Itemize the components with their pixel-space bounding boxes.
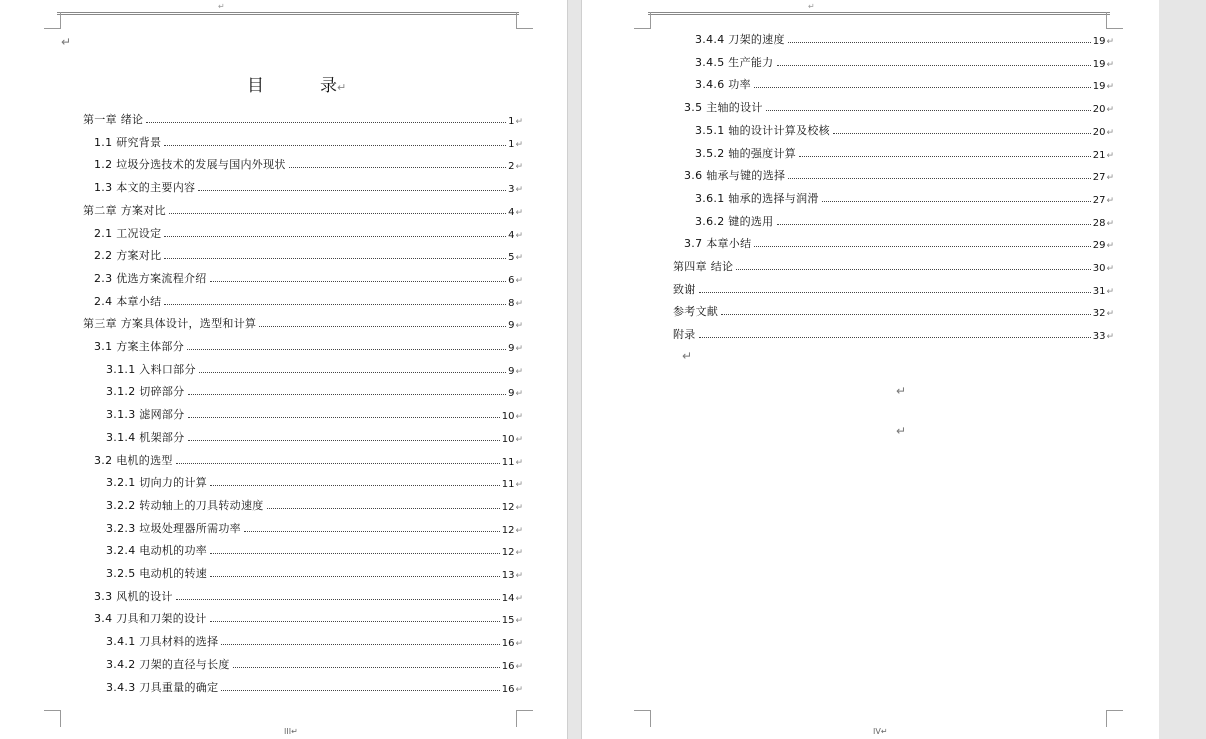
paragraph-mark: ↵ [515, 366, 523, 377]
toc-entry-page: 20 [1092, 104, 1106, 116]
toc-dot-leader [244, 531, 500, 532]
toc-entry-text: 1.2 垃圾分选技术的发展与国内外现状 [94, 158, 286, 172]
paragraph-mark: ↵ [1106, 332, 1114, 343]
crop-mark-top-left [44, 12, 61, 29]
toc-entry-text: 3.2.2 转动轴上的刀具转动速度 [106, 498, 264, 512]
toc-entry[interactable] [106, 472, 523, 490]
toc-entry[interactable] [684, 165, 1114, 183]
paragraph-mark: ↵ [515, 661, 523, 672]
toc-entry-text: 3.4.6 功率 [695, 78, 751, 92]
toc-entry-text: 附录 [673, 328, 696, 342]
toc-title-char-1: 目 [247, 76, 264, 96]
toc-entry[interactable] [83, 109, 523, 127]
paragraph-mark: ↵ [515, 525, 523, 536]
toc-dot-leader [210, 553, 500, 554]
toc-entry-page: 21 [1092, 149, 1106, 161]
toc-entry-page: 15 [501, 615, 515, 627]
crop-mark-bottom-left [634, 710, 651, 727]
toc-entry-page: 16 [501, 638, 515, 650]
toc-entry[interactable] [695, 143, 1114, 161]
toc-entry-text: 3.5.1 轴的设计计算及校核 [695, 123, 830, 137]
paragraph-mark: ↵ [515, 412, 523, 423]
paragraph-mark: ↵ [896, 424, 907, 438]
paragraph-mark: ↵ [515, 684, 523, 695]
toc-entry-text: 3.1.4 机架部分 [106, 430, 185, 444]
toc-entry-text: 致谢 [673, 282, 696, 296]
paragraph-mark: ↵ [1106, 105, 1114, 116]
document-page-left [0, 0, 567, 739]
toc-entry-text: 第四章 结论 [673, 260, 734, 273]
page-footer-number: IV↵ [873, 727, 888, 736]
toc-entry-text: 3.4.2 刀架的直径与长度 [106, 657, 230, 671]
paragraph-mark: ↵ [515, 162, 523, 173]
toc-dot-leader [289, 167, 506, 168]
paragraph-mark: ↵ [515, 639, 523, 650]
toc-dot-leader [233, 667, 500, 668]
paragraph-mark: ↵ [515, 502, 523, 513]
toc-dot-leader [176, 599, 500, 600]
toc-entry-text: 3.2.3 垃圾处理器所需功率 [106, 521, 241, 535]
toc-entry[interactable] [83, 313, 523, 331]
toc-entry-text: 3.7 本章小结 [684, 237, 752, 251]
toc-entry-page: 19 [1092, 36, 1106, 47]
toc-entry[interactable] [684, 233, 1114, 251]
toc-dot-leader [164, 304, 506, 305]
toc-dot-leader [164, 236, 506, 237]
toc-entry-page: 10 [501, 411, 515, 423]
paragraph-mark: ↵ [1106, 218, 1114, 229]
toc-dot-leader [210, 281, 506, 282]
toc-entry-page: 19 [1092, 58, 1106, 70]
toc-entry-text: 3.4 刀具和刀架的设计 [94, 612, 207, 626]
toc-entry[interactable] [94, 291, 523, 309]
header-rule [57, 12, 519, 15]
toc-entry[interactable] [673, 256, 1114, 274]
toc-entry[interactable] [106, 654, 523, 672]
toc-entry-text: 3.2.1 切向力的计算 [106, 476, 208, 490]
toc-entry-text: 3.4.5 生产能力 [695, 55, 774, 69]
toc-dot-leader [766, 110, 1091, 111]
toc-entry[interactable] [684, 97, 1114, 115]
paragraph-mark: ↵ [1106, 195, 1114, 206]
toc-entry-page: 32 [1092, 308, 1106, 320]
toc-entry-page: 29 [1092, 240, 1106, 252]
paragraph-mark: ↵ [682, 349, 693, 363]
toc-entry[interactable] [94, 245, 523, 263]
toc-entry-page: 19 [1092, 81, 1106, 93]
paragraph-mark: ↵ [515, 321, 523, 332]
paragraph-mark: ↵ [515, 480, 523, 491]
toc-title-char-2: 录 [320, 76, 337, 96]
paragraph-mark: ↵ [515, 457, 523, 468]
toc-dot-leader [267, 508, 500, 509]
toc-entry-page: 9 [508, 365, 515, 377]
toc-entry-text: 3.4.3 刀具重量的确定 [106, 680, 219, 694]
toc-dot-leader [164, 145, 506, 146]
toc-entry-page: 11 [501, 479, 515, 491]
toc-entry[interactable] [695, 52, 1114, 70]
toc-entry-text: 3.4.1 刀具材料的选择 [106, 635, 219, 649]
toc-entry-page: 1 [508, 116, 515, 127]
toc-entry-text: 1.1 研究背景 [94, 135, 162, 149]
toc-entry-text: 第三章 方案具体设计，选型和计算 [83, 317, 257, 331]
toc-dot-leader [788, 178, 1090, 179]
paragraph-mark: ↵ [515, 593, 523, 604]
toc-dot-leader [188, 394, 507, 395]
toc-entry-text: 参考文献 [673, 305, 719, 319]
toc-entry[interactable] [673, 324, 1114, 342]
page-footer-number: III↵ [284, 727, 298, 736]
toc-entry[interactable] [695, 120, 1114, 138]
toc-entry[interactable] [106, 427, 523, 445]
toc-dot-leader [187, 349, 506, 350]
paragraph-mark: ↵ [1106, 127, 1114, 138]
toc-entry-page: 9 [508, 343, 515, 354]
paragraph-mark: ↵ [515, 207, 523, 218]
paragraph-mark: ↵ [1106, 150, 1114, 161]
toc-entry[interactable] [106, 495, 523, 513]
toc-entry[interactable] [106, 631, 523, 649]
toc-entry[interactable] [94, 132, 523, 150]
toc-dot-leader [788, 42, 1091, 43]
toc-entry-text: 3.5 主轴的设计 [684, 101, 763, 115]
paragraph-mark: ↵ [515, 117, 523, 127]
toc-entry-text: 3.1.1 入料口部分 [106, 362, 196, 376]
toc-entry[interactable] [106, 540, 523, 558]
paragraph-mark: ↵ [1106, 59, 1114, 70]
toc-dot-leader [754, 87, 1091, 88]
toc-entry-page: 28 [1092, 217, 1106, 229]
paragraph-mark: ↵ [1106, 37, 1114, 47]
crop-mark-top-right [1106, 12, 1123, 29]
paragraph-mark: ↵ [515, 139, 523, 150]
toc-entry-text: 2.2 方案对比 [94, 249, 162, 263]
page-gap-divider [567, 0, 568, 739]
toc-entry-text: 3.1.2 切碎部分 [106, 385, 185, 399]
toc-entry[interactable] [106, 404, 523, 422]
toc-entry[interactable] [94, 336, 523, 354]
crop-mark-top-left [634, 12, 651, 29]
toc-entry-page: 2 [508, 161, 515, 173]
paragraph-mark: ↵ [515, 389, 523, 400]
toc-dot-leader [822, 201, 1091, 202]
toc-entry-page: 4 [508, 206, 515, 218]
toc-entry-text: 3.6 轴承与键的选择 [684, 169, 786, 183]
toc-entry-page: 16 [501, 683, 515, 695]
toc-dot-leader [777, 224, 1091, 225]
paragraph-mark: ↵ [1106, 173, 1114, 184]
paragraph-mark: ↵ [515, 434, 523, 445]
toc-dot-leader [169, 213, 506, 214]
toc-entry[interactable] [106, 677, 523, 695]
toc-dot-leader [188, 440, 500, 441]
toc-entry-page: 9 [508, 320, 515, 332]
toc-dot-leader [259, 326, 506, 327]
toc-entry-text: 2.1 工况设定 [94, 226, 162, 240]
toc-entry[interactable] [106, 518, 523, 536]
header-paragraph-mark: ↵ [808, 2, 815, 11]
toc-entry-page: 9 [508, 388, 515, 400]
toc-entry-page: 12 [501, 501, 515, 513]
toc-dot-leader [199, 372, 506, 373]
paragraph-mark: ↵ [1106, 264, 1114, 274]
toc-entry-text: 3.5.2 轴的强度计算 [695, 146, 797, 160]
toc-entry-page: 5 [508, 252, 515, 264]
toc-entry-text: 3.6.1 轴承的选择与润滑 [695, 191, 819, 205]
toc-entry[interactable] [94, 586, 523, 604]
paragraph-mark: ↵ [515, 185, 523, 196]
toc-entry-page: 12 [501, 524, 515, 536]
toc-dot-leader [699, 337, 1091, 338]
toc-entry-page: 12 [501, 547, 515, 559]
toc-entry[interactable] [94, 154, 523, 172]
toc-entry-page: 16 [501, 660, 515, 672]
toc-entry-text: 3.2.5 电动机的转速 [106, 567, 208, 580]
toc-dot-leader [721, 314, 1091, 315]
toc-entry-page: 33 [1092, 331, 1106, 343]
toc-entry[interactable] [106, 563, 523, 581]
toc-dot-leader [736, 269, 1090, 270]
paragraph-mark: ↵ [1106, 241, 1114, 252]
toc-entry[interactable] [673, 279, 1114, 297]
toc-entry-text: 1.3 本文的主要内容 [94, 181, 196, 195]
toc-entry-text: 3.3 风机的设计 [94, 589, 173, 603]
toc-entry-page: 31 [1092, 285, 1106, 297]
document-page-right [582, 0, 1159, 739]
paragraph-mark: ↵ [515, 616, 523, 627]
crop-mark-top-right [516, 12, 533, 29]
toc-entry[interactable] [94, 223, 523, 241]
toc-entry-page: 27 [1092, 194, 1106, 206]
toc-dot-leader [164, 258, 506, 259]
toc-entry[interactable] [106, 359, 523, 377]
header-rule [648, 12, 1110, 15]
paragraph-mark: ↵ [1106, 82, 1114, 93]
toc-entry-text: 2.4 本章小结 [94, 294, 162, 308]
toc-dot-leader [833, 133, 1091, 134]
paragraph-mark: ↵ [515, 571, 523, 581]
toc-entry-page: 10 [501, 433, 515, 445]
toc-entry-page: 30 [1092, 263, 1106, 274]
toc-entry[interactable] [695, 74, 1114, 92]
toc-entry-page: 20 [1092, 126, 1106, 138]
paragraph-mark: ↵ [1106, 309, 1114, 320]
toc-entry-page: 4 [508, 229, 515, 241]
toc-entry-text: 3.2 电机的选型 [94, 453, 173, 467]
toc-dot-leader [221, 644, 499, 645]
toc-entry-page: 1 [508, 138, 515, 150]
toc-dot-leader [210, 485, 500, 486]
toc-entry[interactable] [106, 381, 523, 399]
toc-dot-leader [146, 122, 506, 123]
crop-mark-bottom-right [516, 710, 533, 727]
toc-entry-text: 3.1 方案主体部分 [94, 340, 184, 353]
paragraph-mark: ↵ [515, 344, 523, 354]
toc-dot-leader [210, 576, 500, 577]
paragraph-mark: ↵ [1106, 286, 1114, 297]
toc-entry-page: 11 [501, 456, 515, 468]
toc-entry[interactable] [673, 301, 1114, 319]
toc-dot-leader [210, 621, 500, 622]
paragraph-mark: ↵ [61, 35, 72, 49]
toc-dot-leader [198, 190, 506, 191]
paragraph-mark: ↵ [896, 384, 907, 398]
toc-dot-leader [799, 156, 1091, 157]
toc-dot-leader [221, 690, 499, 691]
header-paragraph-mark: ↵ [218, 2, 225, 11]
toc-entry-text: 3.1.3 滤网部分 [106, 408, 185, 422]
toc-dot-leader [176, 463, 500, 464]
toc-dot-leader [699, 292, 1091, 293]
toc-entry[interactable] [94, 268, 523, 286]
toc-entry-text: 3.2.4 电动机的功率 [106, 544, 208, 558]
toc-entry[interactable] [695, 188, 1114, 206]
toc-dot-leader [777, 65, 1091, 66]
toc-title [247, 71, 346, 96]
toc-entry-text: 3.6.2 键的选用 [695, 214, 774, 228]
paragraph-mark: ↵ [515, 253, 523, 264]
toc-entry-page: 27 [1092, 172, 1106, 184]
toc-entry[interactable] [94, 177, 523, 195]
paragraph-mark: ↵ [515, 298, 523, 309]
paragraph-mark: ↵ [515, 275, 523, 286]
toc-entry[interactable] [94, 608, 523, 626]
toc-dot-leader [188, 417, 500, 418]
toc-entry-page: 14 [501, 592, 515, 604]
toc-entry[interactable] [94, 450, 523, 468]
toc-entry[interactable] [695, 211, 1114, 229]
crop-mark-bottom-right [1106, 710, 1123, 727]
toc-entry-page: 13 [501, 570, 515, 581]
toc-entry-text: 3.4.4 刀架的速度 [695, 33, 785, 46]
paragraph-mark: ↵ [515, 548, 523, 559]
toc-entry-text: 2.3 优选方案流程介绍 [94, 271, 207, 285]
toc-entry-text: 第一章 绪论 [83, 113, 144, 126]
crop-mark-bottom-left [44, 710, 61, 727]
paragraph-mark: ↵ [337, 81, 347, 94]
toc-entry-page: 3 [508, 184, 515, 196]
toc-entry[interactable] [695, 29, 1114, 47]
toc-entry[interactable] [83, 200, 523, 218]
toc-dot-leader [754, 246, 1090, 247]
paragraph-mark: ↵ [515, 230, 523, 241]
toc-entry-page: 8 [508, 297, 515, 309]
toc-entry-text: 第二章 方案对比 [83, 203, 166, 217]
toc-entry-page: 6 [508, 274, 515, 286]
